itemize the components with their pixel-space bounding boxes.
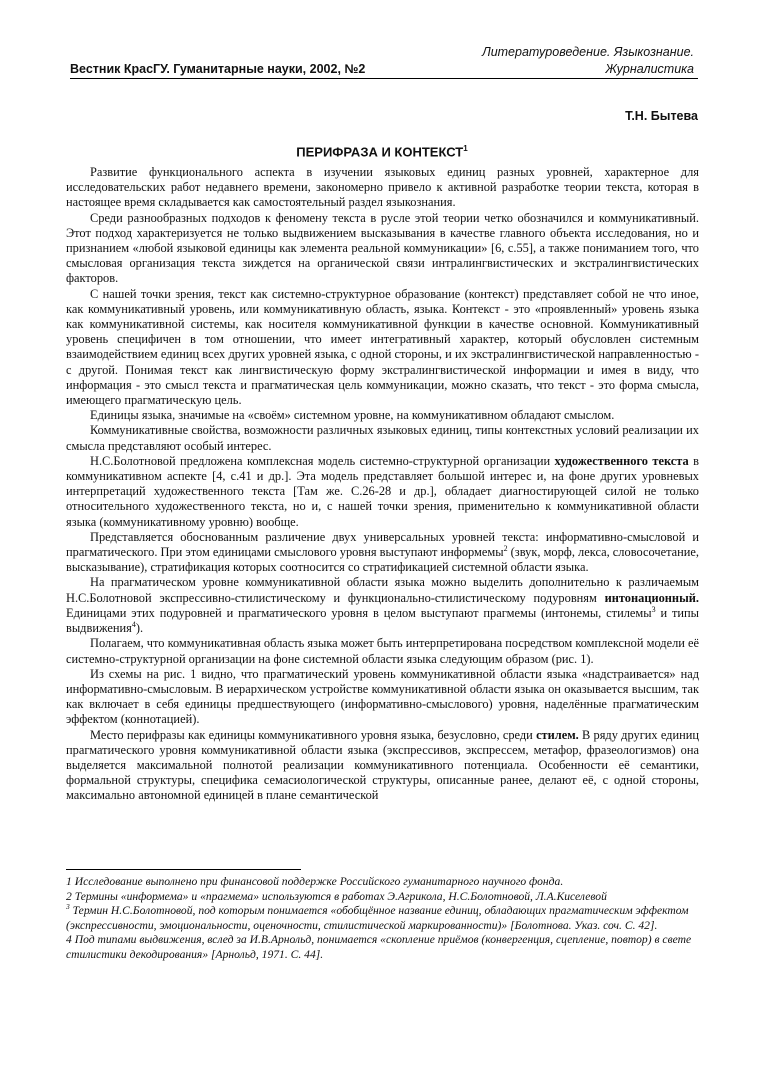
- footnote: $^3$ Термин Н.С.Болотновой, под которым понимается «обобщённое название единиц, обладающих прагматическим эффектом (экспрессивности, эмоциональности, оценочности, стилистической маркированности)» [Болотнова. Указ. соч. С. 42].: [66, 902, 689, 932]
- paragraph: Представляется обоснованным различение двух универсальных уровней текста: информативно-смысловой и прагматического. При этом единицами смыслового уровня выступают информемы$^2$ (звук, морф, лекса, словосочетание, высказывание), стратификация которых соотносится со стратификацией системной области языка.: [66, 529, 699, 575]
- article-body: [66, 165, 699, 804]
- emphasis: стилем.: [536, 727, 579, 742]
- footnotes: [66, 875, 706, 963]
- paragraph: Развитие функционального аспекта в изучении языковых единиц разных уровней, характерное для исследовательских работ недавнего времени, закономерно привело к активной разработке теории текста, которая в настоящее время складывается как самостоятельный раздел языкознания.: [66, 165, 699, 210]
- footnote-ref: 2: [503, 543, 508, 553]
- article-title: [0, 144, 764, 159]
- header-rule: [70, 78, 698, 79]
- footnote-rule: [66, 869, 301, 870]
- title-footnote-mark: 1: [463, 144, 468, 153]
- footnote: 2 Термины «информема» и «прагмема» используются в работах Э.Агрикола, Н.С.Болотновой, Л.А.Киселевой: [66, 889, 607, 903]
- paragraph: Место перифразы как единицы коммуникативного уровня языка, безусловно, среди стилем. В ряду других единиц прагматического уровня коммуникативной области языка (экспрессивов, экспрессем, метафор, фразеологизмов) она выделяется максимальной полнотой реализации коммуникативного потенциала. Особенности её семантики, формальной структуры, специфика семасиологической структуры, описанные ранее, делают её, с одной стороны, максимально автономной единицей в плане семантической: [66, 727, 700, 803]
- paragraph: Полагаем, что коммуникативная область языка может быть интерпретирована посредством комплексной модели её системно-структурной организации на фоне системной области языка следующим образом (рис. 1).: [66, 636, 699, 666]
- paragraph: Среди разнообразных подходов к феномену текста в русле этой теории четко обозначился и коммуникативный. Этот подход характеризуется не только выдвижением высказывания в качестве главного объекта исследования, но и признанием «любой языковой единицы как элемента реальной коммуникации» [6, с.55], а также пониманием того, что смысловая организация текста зиждется на органической связи интралингвистических и экстралингвистических факторов.: [66, 210, 699, 286]
- paragraph: На прагматическом уровне коммуникативной области языка можно выделить дополнительно к различаемым Н.С.Болотновой экспрессивно-стилистическому и функционально-стилистическому подуровням интонационный. Единицами этих подуровней и прагматического уровня в целом выступают прагмемы (интонемы, стилемы$^3$ и типы выдвижения$^4$).: [66, 575, 700, 636]
- section-header-line2: Журналистика: [605, 62, 694, 76]
- article-title-text: ПЕРИФРАЗА И КОНТЕКСТ: [296, 144, 464, 160]
- section-header-line1: Литературоведение. Языкознание.: [482, 45, 694, 59]
- paragraph: Коммуникативные свойства, возможности различных языковых единиц, типы контекстных условий реализации их смысла представляют особый интерес.: [66, 423, 699, 453]
- footnote-ref: 4: [131, 619, 136, 629]
- journal-header: Вестник КрасГУ. Гуманитарные науки, 2002, №2: [70, 62, 366, 76]
- author-name: Т.Н. Бытева: [625, 109, 698, 123]
- paragraph: С нашей точки зрения, текст как системно-структурное образование (контекст) представляет собой не что иное, как коммуникативный уровень, или коммуникативную область, языка. Контекст - это «проявленный» уровень языка как коммуникативной системы, как носителя коммуникативной функции в качестве основной. Коммуникативный уровень специфичен в том отношении, что имеет интегративный характер, который обусловлен системным взаимодействием единиц всех других уровней языка, с одной стороны, и их экстралингвистической направленностью - с другой. Понимая текст как лингвистическую форму экстралингвистической информации и имея в виду, что информация - это смысл текста и прагматическая цель коммуникации, можно сказать, что текст - это форма смысла, имеющего прагматическую цель.: [66, 286, 699, 408]
- footnote: 4 Под типами выдвижения, вслед за И.В.Арнольд, понимается «скопление приёмов (конвергенция, сцепление, повтор) в свете стилистики декодирования» [Арнольд, 1971. С. 44].: [66, 933, 692, 961]
- footnote: 1 Исследование выполнено при финансовой поддержке Российского гуманитарного научного фонда.: [66, 875, 564, 888]
- emphasis: художественного текста: [554, 453, 689, 468]
- paragraph: Из схемы на рис. 1 видно, что прагматический уровень коммуникативной области языка «надстраивается» над информативно-смысловым. В иерархическом устройстве коммуникативной области языка он оказывается высшим, так как включает в себя единицы предшествующего (информативно-смыслового) уровня, наделённые прагматическим эффектом (коннотацией).: [66, 666, 699, 727]
- footnote-ref: 3: [651, 604, 656, 614]
- paragraph: Единицы языка, значимые на «своём» системном уровне, на коммуникативном обладают смыслом.: [90, 408, 615, 423]
- paragraph: Н.С.Болотновой предложена комплексная модель системно-структурной организации художественного текста в коммуникативном аспекте [4, с.41 и др.]. Эта модель представляет большой интерес и, на фоне других уровневых интерпретаций художественного текста [Там же. С.26-28 и др.], обладает диагностирующей силой не только относительного художественного текста, но и, с нашей точки зрения, применительно к коммуникативной области языка (коммуникативному уровню) вообще.: [66, 453, 699, 529]
- emphasis: интонационный.: [604, 590, 699, 605]
